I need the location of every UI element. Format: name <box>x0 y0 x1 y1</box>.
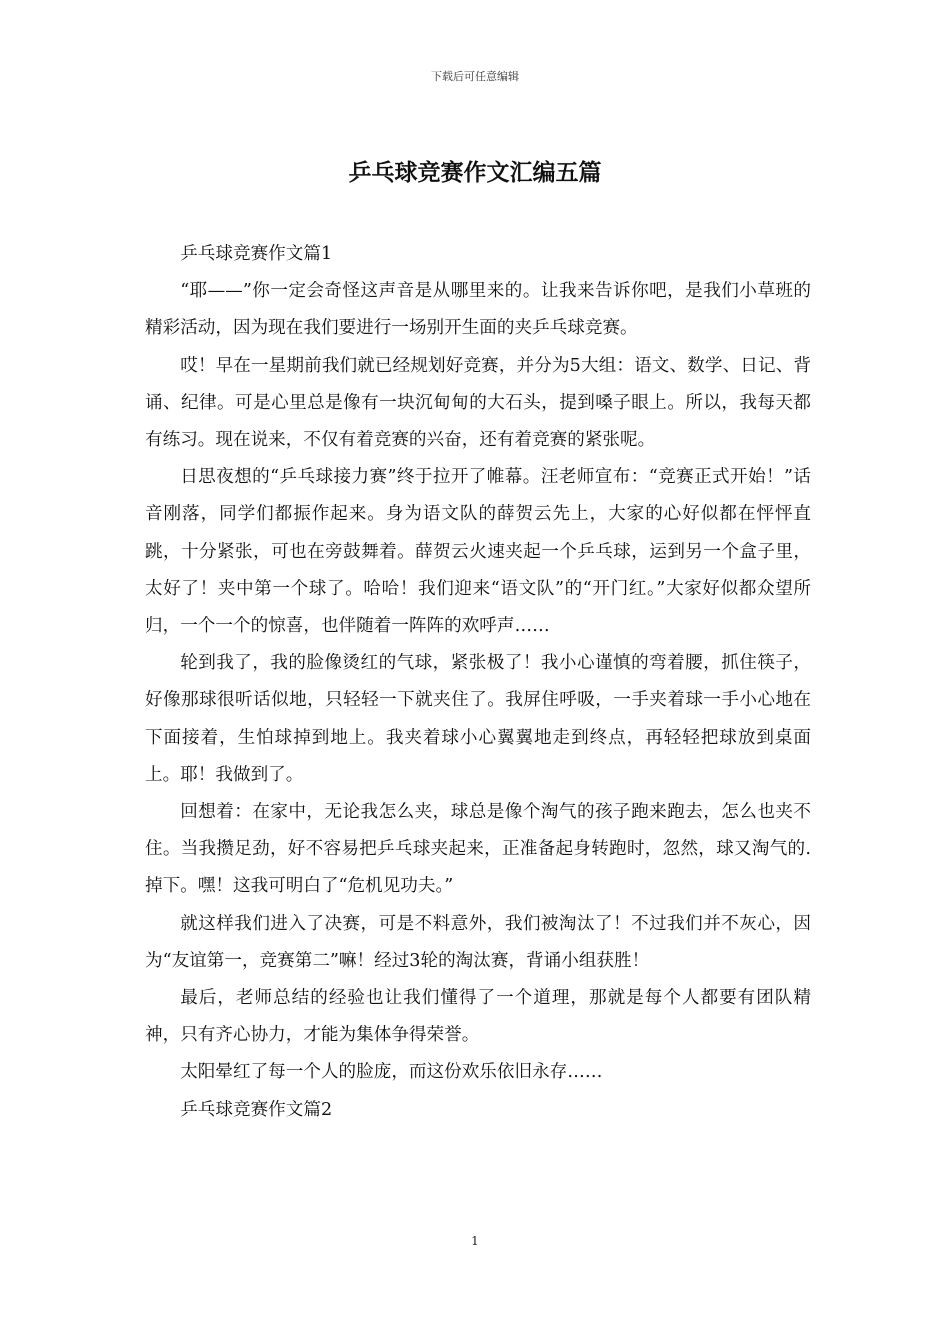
paragraph: 就这样我们进入了决赛，可是不料意外，我们被淘汰了！不过我们并不灰心，因为“友谊第一，竞赛第二”嘛！经过3轮的淘汰赛，背诵小组获胜！ <box>145 913 811 971</box>
section-heading-2: 乒乓球竞赛作文篇2 <box>180 1099 333 1120</box>
paragraph: 哎！早在一星期前我们就已经规划好竞赛，并分为5大组：语文、数学、日记、背诵、纪律。可是心里总是像有一块沉甸甸的大石头，提到嗓子眼上。所以，我每天都有练习。现在说来，不仅有着竞赛的兴奋，还有着竞赛的紧张呢。 <box>145 355 811 451</box>
paragraph: 最后，老师总结的经验也让我们懂得了一个道理，那就是每个人都要有团队精神，只有齐心协力，才能为集体争得荣誉。 <box>145 988 811 1046</box>
paragraph: 轮到我了，我的脸像烫红的气球，紧张极了！我小心谨慎的弯着腰，抓住筷子，好像那球很听话似地，只轻轻一下就夹住了。我屏住呼吸，一手夹着球一手小心地在下面接着，生怕球掉到地上。我夹着球小心翼翼地走到终点，再轻轻把球放到桌面上。耶！我做到了。 <box>145 653 811 785</box>
paragraph: 日思夜想的“乒乓球接力赛”终于拉开了帷幕。汪老师宣布：“竞赛正式开始！”话音刚落，同学们都振作起来。身为语文队的薛贺云先上，大家的心好似都在怦怦直跳，十分紧张，可也在旁鼓舞着。薛贺云火速夹起一个乒乓球，运到另一个盒子里，太好了！夹中第一个球了。哈哈！我们迎来“语文队”的“开门红。”大家好似都众望所归，一个一个的惊喜，也伴随着一阵阵的欢呼声…… <box>145 467 811 637</box>
paragraph: 太阳晕红了每一个人的脸庞，而这份欢乐依旧永存…… <box>180 1062 603 1083</box>
document-title: 乒乓球竞赛作文汇编五篇 <box>348 159 602 186</box>
page-number: 1 <box>471 1234 479 1248</box>
document-body <box>145 236 811 1129</box>
paragraph: 回想着：在家中，无论我怎么夹，球总是像个淘气的孩子跑来跑去，怎么也夹不住。当我攒足劲，好不容易把乒乓球夹起来，正准备起身转跑时，忽然，球又淘气的.掉下。嘿！这我可明白了“危机见功夫。” <box>145 802 811 897</box>
paragraph: “耶——”你一定会奇怪这声音是从哪里来的。让我来告诉你吧，是我们小草班的精彩活动，因为现在我们要进行一场别开生面的夹乒乓球竞赛。 <box>145 281 811 339</box>
section-heading-1: 乒乓球竞赛作文篇1 <box>180 244 333 264</box>
header-note: 下载后可任意编辑 <box>431 70 519 83</box>
